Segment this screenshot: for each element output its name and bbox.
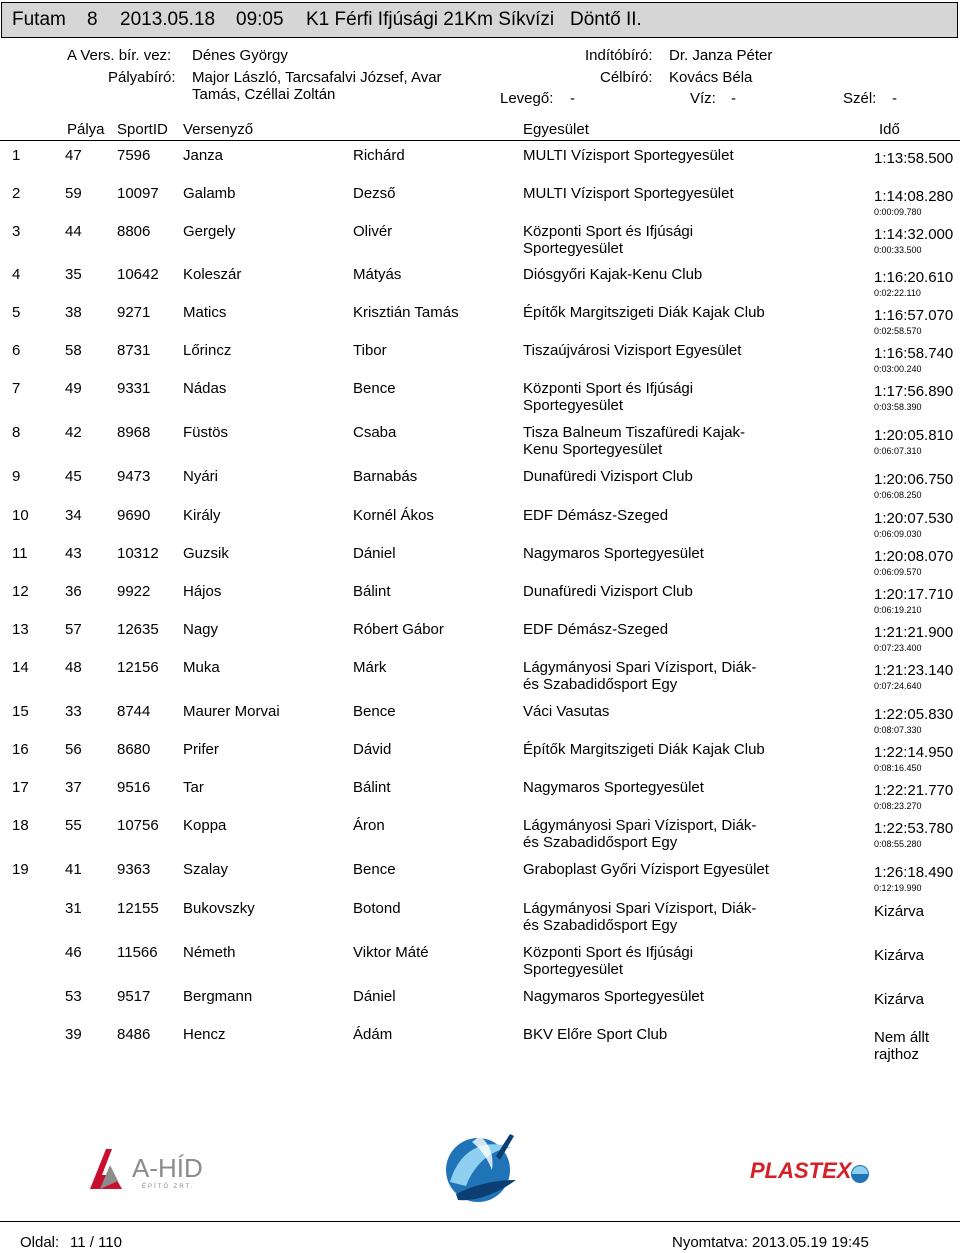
cell-last-name: Tar (183, 779, 204, 796)
cell-last-name: Prifer (183, 741, 219, 758)
page-number: 11 / 110 (70, 1234, 122, 1251)
cell-position: 9 (12, 468, 21, 485)
cell-position: 14 (12, 659, 29, 676)
a-hid-subtitle: ÉPÍTŐ ZRT. (142, 1184, 195, 1190)
cell-position: 7 (12, 380, 21, 397)
cell-time: 1:22:14.950 (874, 744, 954, 761)
cell-lane: 53 (65, 988, 82, 1005)
cell-last-name: Bergmann (183, 988, 253, 1005)
water-label: Víz: (690, 90, 716, 107)
cell-sportid: 8806 (117, 223, 151, 240)
cell-sportid: 10097 (117, 185, 159, 202)
cell-club-line-2: és Szabadidősport Egy (523, 676, 678, 693)
cell-last-name: Galamb (183, 185, 236, 202)
cell-lane: 49 (65, 380, 82, 397)
race-title-bar (1, 2, 958, 38)
cell-lane: 37 (65, 779, 82, 796)
cell-time-gap: 0:06:09.030 (874, 529, 922, 539)
cell-time-gap: 0:00:09.780 (874, 207, 922, 217)
cell-position: 19 (12, 861, 29, 878)
cell-lane: 34 (65, 507, 82, 524)
cell-time-gap: 0:08:16.450 (874, 763, 922, 773)
cell-last-name: Király (183, 507, 221, 524)
cell-sportid: 10312 (117, 545, 159, 562)
cell-sportid: 12155 (117, 900, 159, 917)
cell-sportid: 12156 (117, 659, 159, 676)
cell-position: 8 (12, 424, 21, 441)
cell-time: 1:16:57.070 (874, 307, 954, 324)
course-referee-value-2: Tamás, Czéllai Zoltán (192, 86, 336, 103)
cell-lane: 44 (65, 223, 82, 240)
cell-time-gap: 0:08:07.330 (874, 725, 922, 735)
cell-club: Központi Sport és Ifjúsági (523, 944, 694, 961)
cell-last-name: Matics (183, 304, 227, 321)
cell-last-name: Koleszár (183, 266, 242, 283)
cell-time: 1:20:06.750 (874, 471, 954, 488)
cell-time-gap: 0:08:23.270 (874, 801, 922, 811)
starter-value: Dr. Janza Péter (669, 47, 773, 64)
cell-club: Dunafüredi Vizisport Club (523, 583, 693, 600)
cell-time: 1:20:08.070 (874, 548, 954, 565)
cell-lane: 47 (65, 147, 82, 164)
col-club: Egyesület (523, 121, 589, 138)
cell-position: 17 (12, 779, 29, 796)
cell-last-name: Nádas (183, 380, 227, 397)
cell-position: 15 (12, 703, 29, 720)
cell-first-name: Bence (353, 861, 396, 878)
cell-lane: 56 (65, 741, 82, 758)
title-date: 2013.05.18 (120, 9, 216, 30)
cell-time: 1:21:21.900 (874, 624, 954, 641)
starter-label: Indítóbíró: (585, 47, 653, 64)
cell-lane: 55 (65, 817, 82, 834)
cell-time-gap: 0:03:58.390 (874, 402, 922, 412)
cell-lane: 41 (65, 861, 82, 878)
cell-lane: 46 (65, 944, 82, 961)
cell-sportid: 9473 (117, 468, 151, 485)
cell-first-name: Bálint (353, 583, 391, 600)
cell-last-name: Koppa (183, 817, 227, 834)
finish-judge-value: Kovács Béla (669, 69, 753, 86)
cell-sportid: 9331 (117, 380, 151, 397)
cell-time-gap: 0:07:23.400 (874, 643, 922, 653)
cell-club: Tiszaújvárosi Vizisport Egyesület (523, 342, 742, 359)
cell-position: 4 (12, 266, 21, 283)
cell-sportid: 9271 (117, 304, 151, 321)
cell-club: BKV Előre Sport Club (523, 1026, 668, 1043)
wind-value: - (892, 90, 897, 107)
cell-first-name: Róbert Gábor (353, 621, 444, 638)
cell-first-name: Márk (353, 659, 387, 676)
chief-referee-label: A Vers. bír. vez: (67, 47, 172, 64)
cell-club: Központi Sport és Ifjúsági (523, 223, 694, 240)
cell-first-name: Csaba (353, 424, 397, 441)
col-lane: Pálya (67, 121, 105, 138)
cell-last-name: Szalay (183, 861, 229, 878)
cell-club: Dunafüredi Vizisport Club (523, 468, 693, 485)
cell-time: 1:20:17.710 (874, 586, 954, 603)
cell-position: 5 (12, 304, 21, 321)
cell-position: 12 (12, 583, 29, 600)
cell-sportid: 8968 (117, 424, 151, 441)
cell-last-name: Lőrincz (183, 342, 232, 359)
footer-divider (0, 1221, 960, 1222)
cell-club: MULTI Vízisport Sportegyesület (523, 147, 734, 164)
cell-last-name: Németh (183, 944, 236, 961)
cell-club: Váci Vasutas (523, 703, 610, 720)
cell-position: 13 (12, 621, 29, 638)
header-divider (0, 140, 960, 141)
cell-first-name: Dávid (353, 741, 392, 758)
cell-time: Nem állt (874, 1029, 930, 1046)
cell-last-name: Muka (183, 659, 220, 676)
cell-time-gap: 0:06:19.210 (874, 605, 922, 615)
print-timestamp: Nyomtatva: 2013.05.19 19:45 (672, 1234, 869, 1251)
cell-club-line-2: Sportegyesület (523, 961, 624, 978)
cell-position: 2 (12, 185, 21, 202)
cell-club-line-2: és Szabadidősport Egy (523, 917, 678, 934)
title-category: K1 Férfi Ifjúsági 21Km Síkvízi (306, 9, 555, 30)
cell-sportid: 10642 (117, 266, 159, 283)
course-referee-label: Pályabíró: (108, 69, 176, 86)
cell-lane: 36 (65, 583, 82, 600)
col-competitor: Versenyző (183, 121, 254, 138)
cell-position: 11 (12, 545, 28, 562)
cell-first-name: Kornél Ákos (353, 507, 434, 524)
cell-first-name: Richárd (353, 147, 405, 164)
cell-time: 1:22:21.770 (874, 782, 954, 799)
cell-position: 1 (12, 147, 21, 164)
cell-club: EDF Démász-Szeged (523, 507, 669, 524)
cell-time-gap: 0:06:09.570 (874, 567, 922, 577)
plastex-wordmark: PLASTEX (750, 1158, 852, 1183)
cell-sportid: 9922 (117, 583, 151, 600)
cell-lane: 33 (65, 703, 82, 720)
cell-first-name: Viktor Máté (353, 944, 429, 961)
cell-time-gap: 0:02:58.570 (874, 326, 922, 336)
cell-last-name: Nagy (183, 621, 219, 638)
cell-lane: 35 (65, 266, 82, 283)
cell-time-gap: 0:06:08.250 (874, 490, 922, 500)
col-sportid: SportID (117, 121, 168, 138)
cell-lane: 39 (65, 1026, 82, 1043)
cell-last-name: Hencz (183, 1026, 226, 1043)
cell-position: 16 (12, 741, 29, 758)
cell-club: Építők Margitszigeti Diák Kajak Club (523, 741, 765, 758)
cell-lane: 57 (65, 621, 82, 638)
cell-sportid: 11566 (117, 944, 158, 961)
cell-club: Diósgyőri Kajak-Kenu Club (523, 266, 703, 283)
cell-time-gap: 0:07:24.640 (874, 681, 922, 691)
cell-last-name: Janza (183, 147, 224, 164)
chief-referee-value: Dénes György (192, 47, 288, 64)
cell-club: Nagymaros Sportegyesület (523, 779, 704, 796)
cell-club: MULTI Vízisport Sportegyesület (523, 185, 734, 202)
cell-club: Központi Sport és Ifjúsági (523, 380, 694, 397)
cell-time: 1:21:23.140 (874, 662, 954, 679)
cell-first-name: Áron (353, 817, 385, 834)
cell-club: Lágymányosi Spari Vízisport, Diák- (523, 659, 757, 676)
plastex-logo (748, 1152, 876, 1188)
title-race-label: Futam (12, 9, 66, 30)
cell-time-gap: 0:08:55.280 (874, 839, 922, 849)
cell-lane: 58 (65, 342, 82, 359)
cell-sportid: 9517 (117, 988, 151, 1005)
kayak-splash-logo (436, 1130, 520, 1212)
cell-club-line-2: Kenu Sportegyesület (523, 441, 663, 458)
cell-position: 6 (12, 342, 21, 359)
col-time: Idő (879, 121, 900, 138)
cell-first-name: Bence (353, 380, 396, 397)
title-race-number: 8 (87, 9, 98, 30)
cell-club: Tisza Balneum Tiszafüredi Kajak- (523, 424, 746, 441)
cell-time-gap: 0:06:07.310 (874, 446, 922, 456)
wind-label: Szél: (843, 90, 877, 107)
cell-time: 1:16:20.610 (874, 269, 954, 286)
cell-time: 1:20:07.530 (874, 510, 954, 527)
cell-time: Kizárva (874, 991, 925, 1008)
cell-sportid: 12635 (117, 621, 159, 638)
cell-first-name: Mátyás (353, 266, 402, 283)
cell-last-name: Hájos (183, 583, 222, 600)
cell-club: EDF Démász-Szeged (523, 621, 669, 638)
cell-sportid: 8744 (117, 703, 151, 720)
cell-time: 1:14:08.280 (874, 188, 954, 205)
course-referee-value-1: Major László, Tarcsafalvi József, Avar (192, 69, 442, 86)
cell-first-name: Bálint (353, 779, 391, 796)
cell-first-name: Barnabás (353, 468, 418, 485)
cell-last-name: Gergely (183, 223, 236, 240)
cell-last-name: Bukovszky (183, 900, 255, 917)
cell-time: 1:14:32.000 (874, 226, 954, 243)
cell-club: Graboplast Győri Vízisport Egyesület (523, 861, 769, 878)
cell-sportid: 8731 (117, 342, 151, 359)
a-hid-logo (88, 1145, 238, 1191)
cell-first-name: Dániel (353, 545, 396, 562)
cell-club: Nagymaros Sportegyesület (523, 988, 704, 1005)
cell-position: 18 (12, 817, 29, 834)
cell-time: 1:17:56.890 (874, 383, 954, 400)
cell-club: Építők Margitszigeti Diák Kajak Club (523, 304, 765, 321)
cell-time: 1:22:53.780 (874, 820, 954, 837)
cell-time: 1:13:58.500 (874, 150, 954, 167)
cell-club-line-2: Sportegyesület (523, 397, 624, 414)
cell-time-gap: 0:02:22.110 (874, 288, 921, 298)
cell-first-name: Ádám (353, 1026, 393, 1043)
cell-sportid: 7596 (117, 147, 151, 164)
cell-first-name: Olivér (353, 223, 393, 240)
cell-time: Kizárva (874, 903, 925, 920)
cell-sportid: 8486 (117, 1026, 151, 1043)
cell-first-name: Bence (353, 703, 396, 720)
cell-time: Kizárva (874, 947, 925, 964)
cell-sportid: 10756 (117, 817, 159, 834)
cell-club: Lágymányosi Spari Vízisport, Diák- (523, 817, 757, 834)
cell-first-name: Krisztián Tamás (353, 304, 459, 321)
cell-lane: 38 (65, 304, 82, 321)
cell-lane: 42 (65, 424, 82, 441)
title-time: 09:05 (236, 9, 284, 30)
a-hid-wordmark: A-HÍD (132, 1153, 203, 1183)
cell-last-name: Maurer Morvai (183, 703, 280, 720)
water-value: - (731, 90, 736, 107)
cell-time: 1:26:18.490 (874, 864, 954, 881)
cell-lane: 48 (65, 659, 82, 676)
cell-lane: 31 (65, 900, 82, 917)
cell-lane: 59 (65, 185, 82, 202)
cell-last-name: Guzsik (183, 545, 229, 562)
cell-sportid: 8680 (117, 741, 151, 758)
cell-club: Nagymaros Sportegyesület (523, 545, 704, 562)
cell-time: 1:22:05.830 (874, 706, 954, 723)
title-round: Döntő II. (570, 9, 642, 30)
cell-first-name: Dániel (353, 988, 396, 1005)
cell-first-name: Dezső (353, 185, 396, 202)
air-label: Levegő: (500, 90, 554, 107)
cell-time: 1:20:05.810 (874, 427, 954, 444)
cell-lane: 45 (65, 468, 82, 485)
cell-position: 3 (12, 223, 21, 240)
cell-sportid: 9363 (117, 861, 151, 878)
page-label: Oldal: (20, 1234, 60, 1251)
cell-sportid: 9690 (117, 507, 151, 524)
cell-time-gap: 0:03:00.240 (874, 364, 922, 374)
cell-time: 1:16:58.740 (874, 345, 954, 362)
cell-time-gap: 0:00:33.500 (874, 245, 922, 255)
cell-club: Lágymányosi Spari Vízisport, Diák- (523, 900, 757, 917)
cell-time-line-2: rajthoz (874, 1046, 920, 1063)
cell-position: 10 (12, 507, 29, 524)
cell-lane: 43 (65, 545, 82, 562)
cell-club-line-2: és Szabadidősport Egy (523, 834, 678, 851)
air-value: - (570, 90, 575, 107)
cell-last-name: Füstös (183, 424, 229, 441)
cell-first-name: Botond (353, 900, 401, 917)
cell-sportid: 9516 (117, 779, 151, 796)
cell-club-line-2: Sportegyesület (523, 240, 624, 257)
cell-time-gap: 0:12:19.990 (874, 883, 922, 893)
finish-judge-label: Célbíró: (600, 69, 653, 86)
cell-first-name: Tibor (353, 342, 387, 359)
cell-last-name: Nyári (183, 468, 219, 485)
